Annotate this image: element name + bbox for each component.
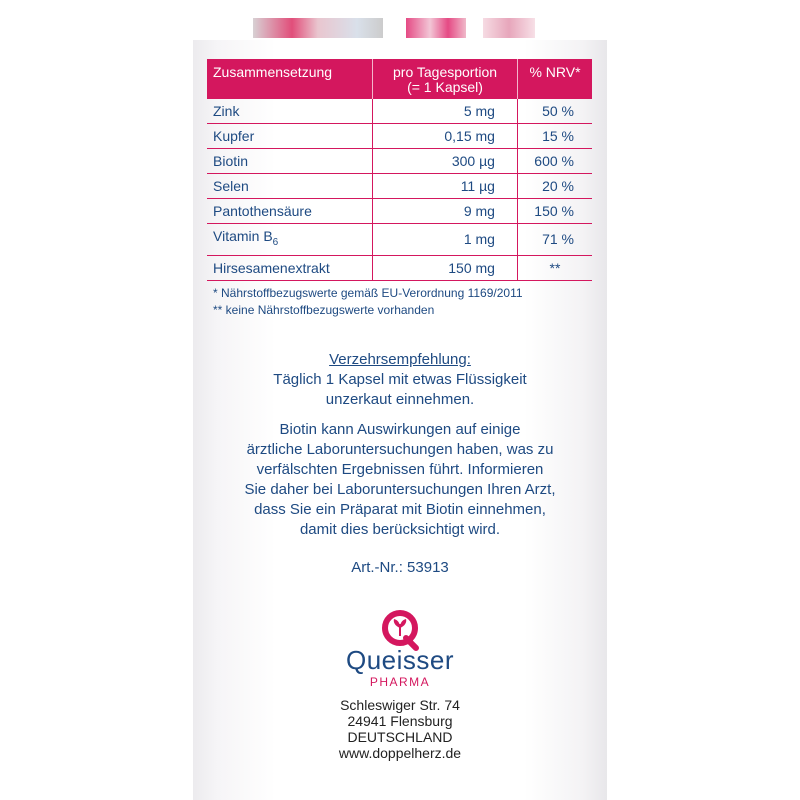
header-per-serving-line1: pro Tagesportion [393,64,498,80]
address-street: Schleswiger Str. 74 [340,697,460,713]
table-row [207,224,592,256]
nutrition-table [207,59,592,281]
company-address [193,697,607,761]
nutrient-amount: 11 µg [373,174,518,199]
header-per-serving-line2: (= 1 Kapsel) [407,79,483,95]
nutrient-name-subscript: 6 [272,236,279,248]
nutrient-name-base: Vitamin B [213,228,273,244]
nutrient-amount: 300 µg [373,149,518,174]
nutrient-amount: 9 mg [373,199,518,224]
usage-recommendation [193,350,607,410]
header-composition: Zusammensetzung [207,59,373,99]
address-website: www.doppelherz.de [338,745,462,761]
warning-line: Biotin kann Auswirkungen auf einige [279,421,521,438]
warning-line: Sie daher bei Laboruntersuchungen Ihren Arzt, [244,481,556,498]
nutrient-nrv: 15 % [517,124,592,149]
nutrient-nrv: 600 % [517,149,592,174]
table-row [207,255,592,280]
header-per-serving [373,59,518,99]
nutrient-nrv: ** [517,255,592,280]
usage-line-2: unzerkaut einnehmen. [325,391,475,408]
nutrient-amount: 150 mg [373,255,518,280]
nutrient-name: Kupfer [207,124,373,149]
warning-line: damit dies berücksichtigt wird. [299,521,501,538]
table-row [207,124,592,149]
brand-subtitle: PHARMA [369,675,431,689]
nutrient-name: Zink [207,99,373,124]
brand-name: Queisser [345,645,455,675]
nutrient-name: Biotin [207,149,373,174]
nutrient-nrv: 50 % [517,99,592,124]
nutrient-name: Selen [207,174,373,199]
usage-line-1: Täglich 1 Kapsel mit etwas Flüssigkeit [273,371,527,388]
table-row [207,149,592,174]
address-city: 24941 Flensburg [347,713,453,729]
package-top-graphic-1 [253,18,383,38]
footnotes [213,285,523,319]
nutrient-amount: 1 mg [373,224,518,256]
article-number: Art.-Nr.: 53913 [351,559,449,576]
footnote-nrv: * Nährstoffbezugswerte gemäß EU-Verordnung 1169/2011 [213,286,523,300]
package-top-flap [193,18,607,40]
nutrient-amount: 0,15 mg [373,124,518,149]
header-nrv: % NRV* [517,59,592,99]
package-top-graphic-3 [483,18,535,38]
warning-line: verfälschten Ergebnissen führt. Informieren [256,461,544,478]
nutrient-nrv: 71 % [517,224,592,256]
nutrient-name: Hirsesamenextrakt [207,255,373,280]
nutrient-nrv: 150 % [517,199,592,224]
package-top-graphic-2 [406,18,466,38]
warning-line: ärztliche Laboruntersuchungen haben, was zu [246,441,554,458]
usage-title: Verzehrsempfehlung: [329,351,471,368]
nutrient-nrv: 20 % [517,174,592,199]
nutrient-name [207,224,373,256]
table-row [207,199,592,224]
nutrient-name: Pantothensäure [207,199,373,224]
address-country: DEUTSCHLAND [347,729,453,745]
table-row [207,99,592,124]
nutrition-table-header [207,59,592,99]
footnote-no-nrv: ** keine Nährstoffbezugswerte vorhanden [213,303,435,317]
table-row [207,174,592,199]
biotin-warning [193,420,607,540]
warning-line: dass Sie ein Präparat mit Biotin einnehmen, [254,501,546,518]
nutrient-amount: 5 mg [373,99,518,124]
